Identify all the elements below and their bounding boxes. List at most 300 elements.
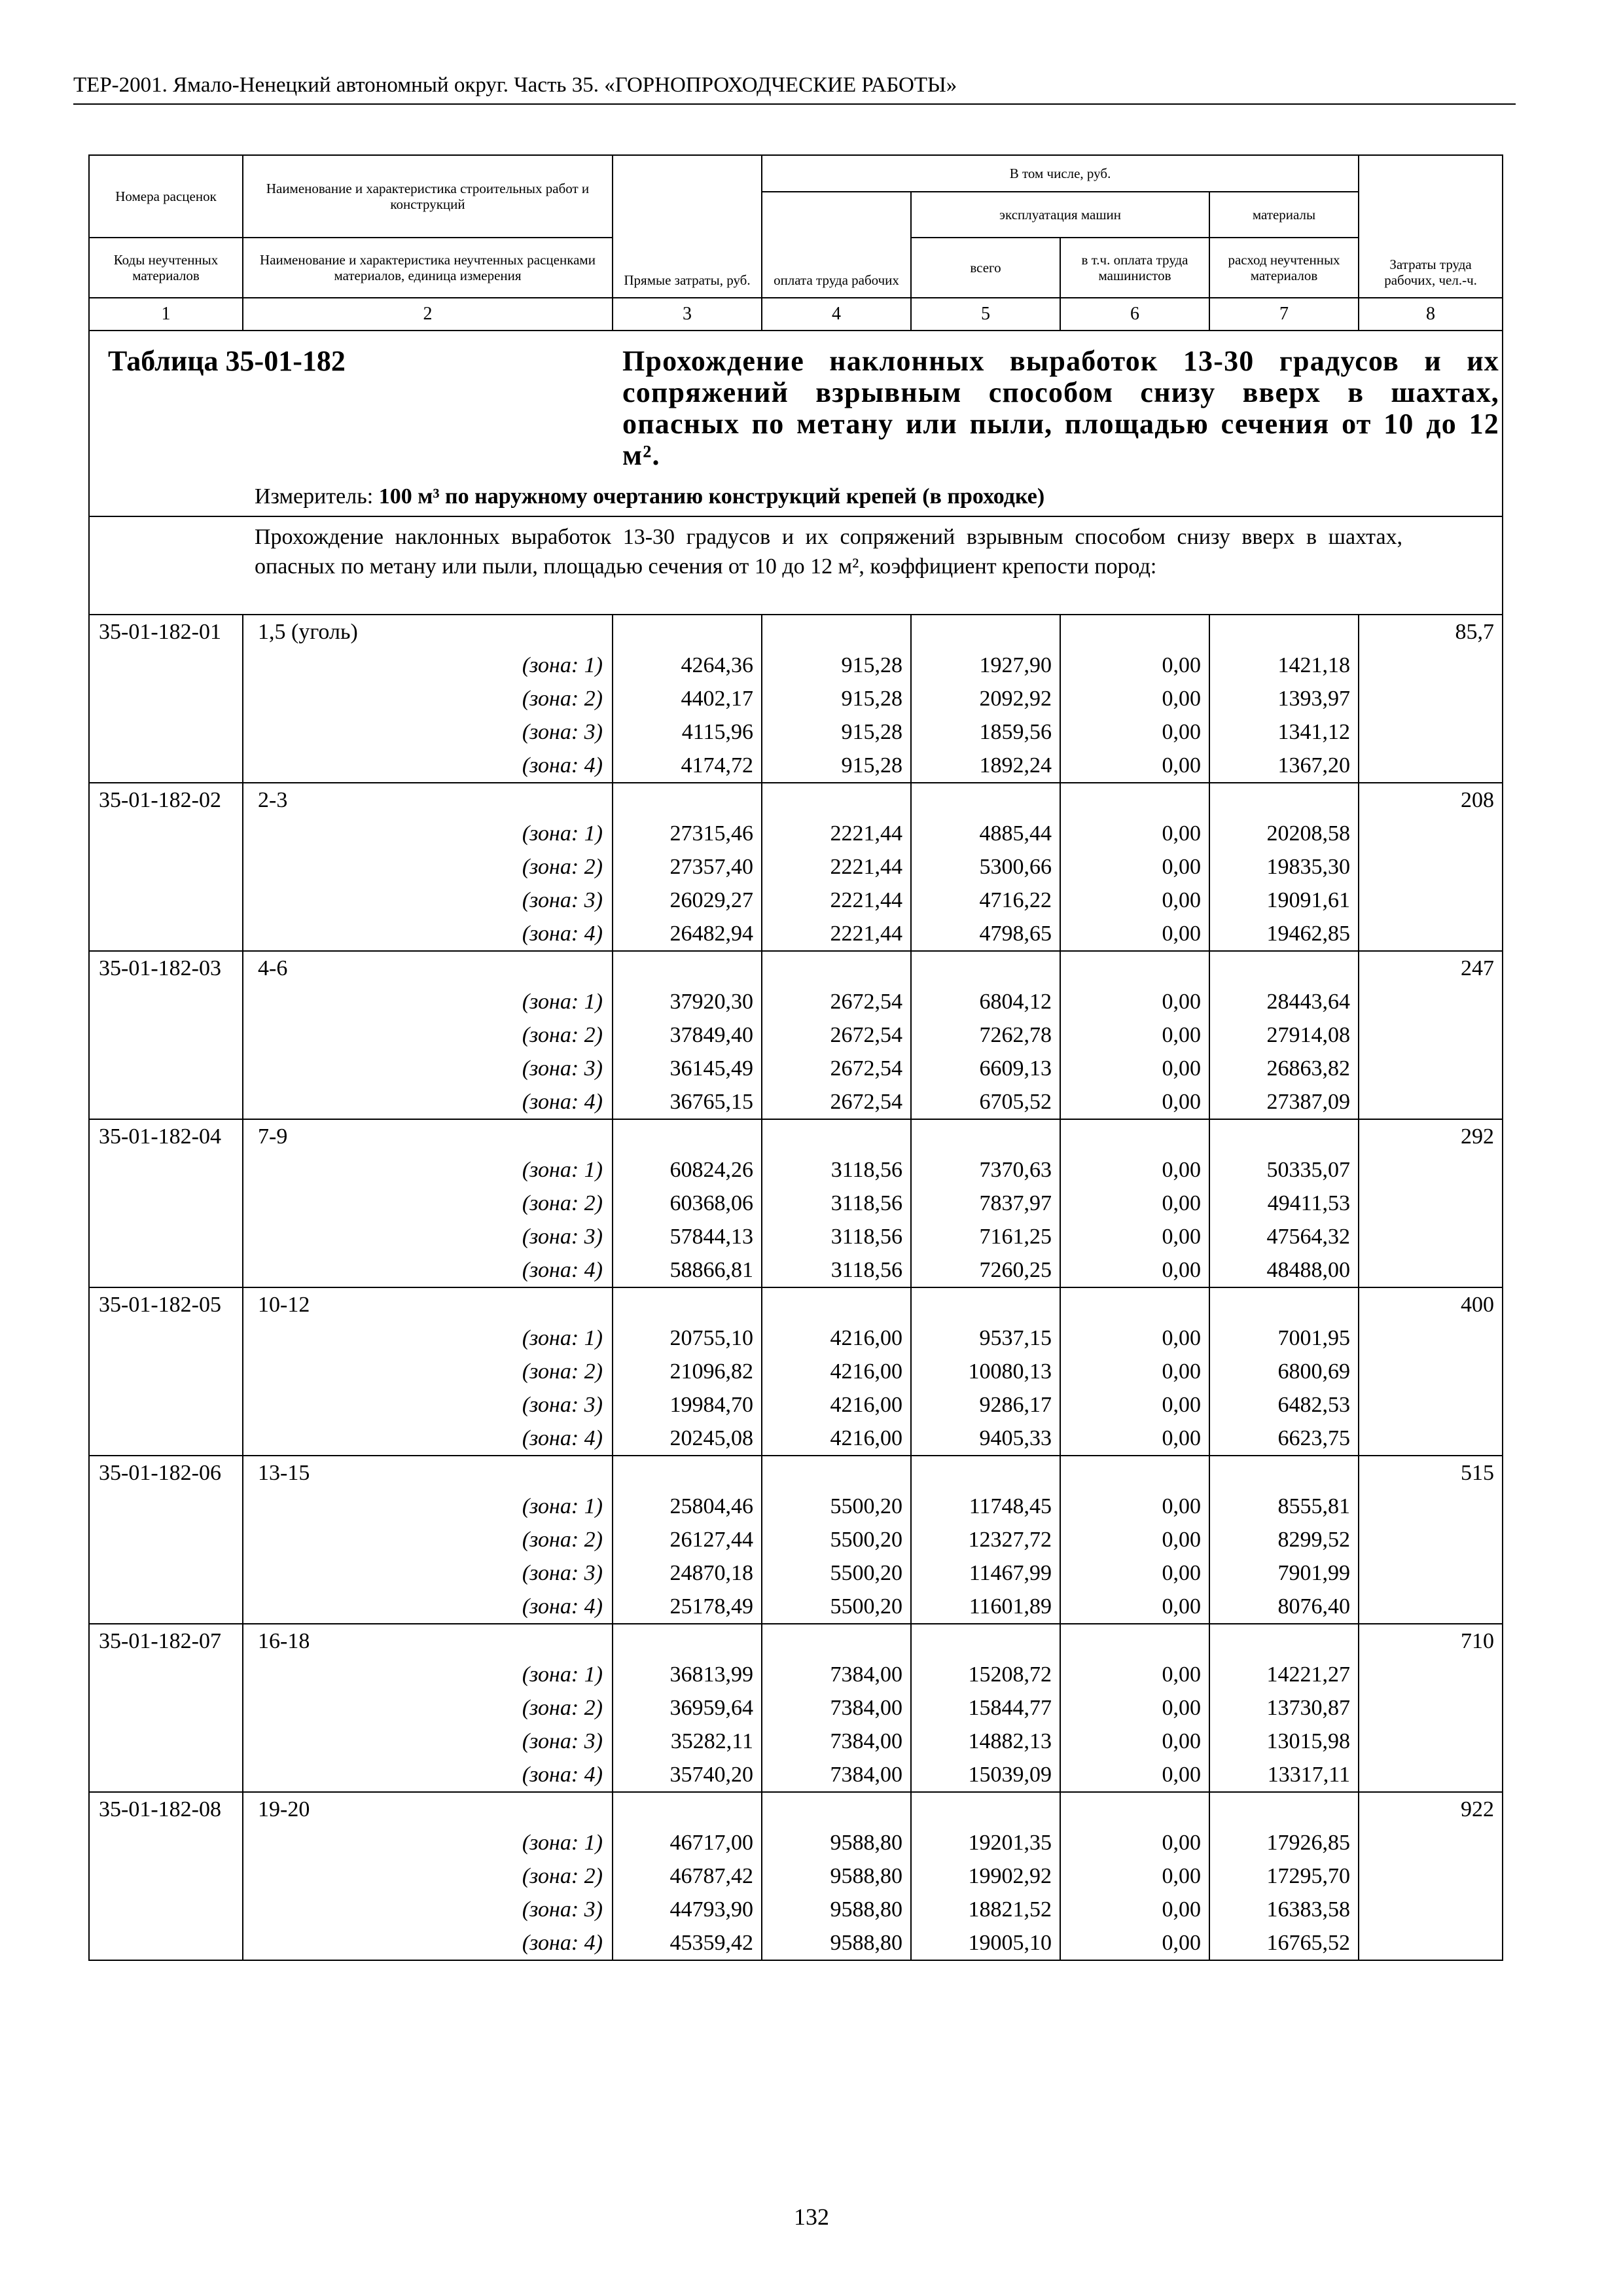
value-driver: 0,00 — [1060, 1859, 1209, 1893]
value-mat: 8076,40 — [1209, 1590, 1359, 1624]
zone-label: (зона: 3) — [243, 1893, 613, 1926]
rate-name: 19-20 — [243, 1792, 613, 1826]
empty-cell — [89, 682, 243, 715]
zone-row — [89, 985, 1503, 1018]
zone-label: (зона: 4) — [243, 1253, 613, 1287]
rate-code: 35-01-182-02 — [89, 783, 243, 817]
value-mat: 1421,18 — [1209, 649, 1359, 682]
value-driver: 0,00 — [1060, 1691, 1209, 1725]
value-mat: 7001,95 — [1209, 1321, 1359, 1355]
zone-label: (зона: 2) — [243, 1523, 613, 1556]
col-material-codes: Коды неучтенных материалов — [89, 238, 243, 298]
zone-row — [89, 817, 1503, 850]
value-direct: 37849,40 — [613, 1018, 762, 1052]
value-direct: 36765,15 — [613, 1085, 762, 1119]
empty-cell — [1359, 1187, 1503, 1220]
value-driver: 0,00 — [1060, 1388, 1209, 1422]
value-pay: 4216,00 — [762, 1388, 911, 1422]
value-mach: 9537,15 — [911, 1321, 1060, 1355]
empty-cell — [89, 1556, 243, 1590]
value-mach: 2092,92 — [911, 682, 1060, 715]
empty-cell — [1359, 749, 1503, 783]
value-mat: 19835,30 — [1209, 850, 1359, 884]
section-heading: Прохождение наклонных выработок 13-30 градусов и их сопряжений взрывным способом снизу вверх в шахтах, опасных по метану или пыли, площадью сечения от 10 до 12 м², коэффициент крепости пород: — [89, 516, 1503, 615]
empty-cell — [89, 1523, 243, 1556]
value-mach: 11467,99 — [911, 1556, 1060, 1590]
empty-cell — [762, 783, 911, 817]
value-mat: 48488,00 — [1209, 1253, 1359, 1287]
zone-row — [89, 1355, 1503, 1388]
empty-cell — [1209, 1624, 1359, 1658]
empty-cell — [1209, 615, 1359, 649]
empty-cell — [89, 1321, 243, 1355]
value-mat: 8299,52 — [1209, 1523, 1359, 1556]
value-mat: 19091,61 — [1209, 884, 1359, 917]
empty-cell — [911, 1624, 1060, 1658]
value-direct: 36959,64 — [613, 1691, 762, 1725]
value-pay: 2672,54 — [762, 1018, 911, 1052]
col-direct-spacer — [613, 155, 762, 238]
value-pay: 2221,44 — [762, 884, 911, 917]
col-labor-pay: оплата труда рабочих — [762, 238, 911, 298]
empty-cell — [1359, 1052, 1503, 1085]
empty-cell — [1359, 715, 1503, 749]
value-direct: 24870,18 — [613, 1556, 762, 1590]
zone-label: (зона: 3) — [243, 715, 613, 749]
empty-cell — [1359, 1253, 1503, 1287]
value-direct: 25804,46 — [613, 1490, 762, 1523]
zone-row — [89, 1018, 1503, 1052]
value-mach: 7262,78 — [911, 1018, 1060, 1052]
value-mat: 1341,12 — [1209, 715, 1359, 749]
zone-row — [89, 1187, 1503, 1220]
labor-costs: 400 — [1359, 1287, 1503, 1321]
value-driver: 0,00 — [1060, 1590, 1209, 1624]
empty-cell — [1359, 1018, 1503, 1052]
zone-row — [89, 1388, 1503, 1422]
empty-cell — [89, 985, 243, 1018]
value-mat: 47564,32 — [1209, 1220, 1359, 1253]
empty-cell — [1359, 1523, 1503, 1556]
empty-cell — [1359, 1590, 1503, 1624]
empty-cell — [613, 1287, 762, 1321]
value-direct: 36145,49 — [613, 1052, 762, 1085]
empty-cell — [1060, 615, 1209, 649]
value-driver: 0,00 — [1060, 1321, 1209, 1355]
empty-cell — [1359, 1893, 1503, 1926]
col-number: 2 — [243, 298, 613, 331]
value-direct: 58866,81 — [613, 1253, 762, 1287]
zone-row — [89, 1321, 1503, 1355]
empty-cell — [89, 715, 243, 749]
value-direct: 27315,46 — [613, 817, 762, 850]
col-including: В том числе, руб. — [762, 155, 1359, 192]
value-mach: 1892,24 — [911, 749, 1060, 783]
zone-label: (зона: 1) — [243, 1321, 613, 1355]
value-mat: 27387,09 — [1209, 1085, 1359, 1119]
value-direct: 36813,99 — [613, 1658, 762, 1691]
value-driver: 0,00 — [1060, 749, 1209, 783]
empty-cell — [1060, 1456, 1209, 1490]
value-mat: 8555,81 — [1209, 1490, 1359, 1523]
value-direct: 21096,82 — [613, 1355, 762, 1388]
empty-cell — [89, 1253, 243, 1287]
value-driver: 0,00 — [1060, 850, 1209, 884]
rate-name: 10-12 — [243, 1287, 613, 1321]
empty-cell — [911, 1119, 1060, 1153]
value-mat: 17926,85 — [1209, 1826, 1359, 1859]
empty-cell — [1060, 1287, 1209, 1321]
zone-row — [89, 1859, 1503, 1893]
value-pay: 2672,54 — [762, 1052, 911, 1085]
col-number: 7 — [1209, 298, 1359, 331]
zone-label: (зона: 1) — [243, 985, 613, 1018]
col-number: 1 — [89, 298, 243, 331]
empty-cell — [911, 783, 1060, 817]
empty-cell — [89, 1355, 243, 1388]
zone-label: (зона: 3) — [243, 1052, 613, 1085]
value-pay: 4216,00 — [762, 1355, 911, 1388]
empty-cell — [1359, 817, 1503, 850]
meter-value: 100 м³ по наружному очертанию конструкций крепей (в проходке) — [378, 484, 1045, 509]
col-number: 8 — [1359, 298, 1503, 331]
rate-row — [89, 783, 1503, 817]
rate-code: 35-01-182-04 — [89, 1119, 243, 1153]
zone-row — [89, 749, 1503, 783]
value-mach: 4716,22 — [911, 884, 1060, 917]
value-mat: 28443,64 — [1209, 985, 1359, 1018]
zone-row — [89, 1052, 1503, 1085]
empty-cell — [1359, 1658, 1503, 1691]
value-mach: 9286,17 — [911, 1388, 1060, 1422]
empty-cell — [89, 1052, 243, 1085]
empty-cell — [1209, 1119, 1359, 1153]
value-driver: 0,00 — [1060, 817, 1209, 850]
empty-cell — [1359, 1725, 1503, 1758]
empty-cell — [1359, 1422, 1503, 1456]
value-mach: 6804,12 — [911, 985, 1060, 1018]
value-pay: 2221,44 — [762, 850, 911, 884]
empty-cell — [613, 615, 762, 649]
value-mat: 16383,58 — [1209, 1893, 1359, 1926]
col-machine-ops: эксплуатация машин — [911, 192, 1209, 238]
col-materials: материалы — [1209, 192, 1359, 238]
value-mat: 6623,75 — [1209, 1422, 1359, 1456]
zone-row — [89, 1590, 1503, 1624]
value-mach: 7370,63 — [911, 1153, 1060, 1187]
empty-cell — [89, 1658, 243, 1691]
rate-row — [89, 1287, 1503, 1321]
zone-row — [89, 917, 1503, 951]
value-driver: 0,00 — [1060, 1153, 1209, 1187]
value-mat: 6482,53 — [1209, 1388, 1359, 1422]
empty-cell — [1060, 783, 1209, 817]
empty-cell — [89, 1220, 243, 1253]
empty-cell — [1359, 1388, 1503, 1422]
zone-label: (зона: 3) — [243, 884, 613, 917]
zone-row — [89, 1556, 1503, 1590]
value-driver: 0,00 — [1060, 1658, 1209, 1691]
empty-cell — [1359, 1826, 1503, 1859]
value-driver: 0,00 — [1060, 1556, 1209, 1590]
value-direct: 60824,26 — [613, 1153, 762, 1187]
value-mach: 10080,13 — [911, 1355, 1060, 1388]
value-mach: 4885,44 — [911, 817, 1060, 850]
value-driver: 0,00 — [1060, 1187, 1209, 1220]
value-direct: 45359,42 — [613, 1926, 762, 1960]
empty-cell — [1359, 1926, 1503, 1960]
value-mach: 7260,25 — [911, 1253, 1060, 1287]
empty-cell — [613, 1792, 762, 1826]
zone-label: (зона: 2) — [243, 682, 613, 715]
zone-label: (зона: 3) — [243, 1388, 613, 1422]
value-pay: 915,28 — [762, 749, 911, 783]
empty-cell — [613, 951, 762, 985]
value-direct: 4174,72 — [613, 749, 762, 783]
zone-row — [89, 1153, 1503, 1187]
empty-cell — [89, 749, 243, 783]
value-mach: 18821,52 — [911, 1893, 1060, 1926]
empty-cell — [1359, 917, 1503, 951]
value-mat: 27914,08 — [1209, 1018, 1359, 1052]
value-direct: 20245,08 — [613, 1422, 762, 1456]
value-driver: 0,00 — [1060, 985, 1209, 1018]
value-mach: 9405,33 — [911, 1422, 1060, 1456]
zone-row — [89, 1926, 1503, 1960]
value-pay: 7384,00 — [762, 1658, 911, 1691]
value-direct: 26482,94 — [613, 917, 762, 951]
value-mat: 1367,20 — [1209, 749, 1359, 783]
value-mat: 7901,99 — [1209, 1556, 1359, 1590]
empty-cell — [762, 1456, 911, 1490]
zone-row — [89, 1893, 1503, 1926]
empty-cell — [89, 1388, 243, 1422]
rate-name: 2-3 — [243, 783, 613, 817]
empty-cell — [89, 1187, 243, 1220]
value-pay: 4216,00 — [762, 1321, 911, 1355]
value-mach: 6609,13 — [911, 1052, 1060, 1085]
running-header: ТЕР-2001. Ямало-Ненецкий автономный округ. Часть 35. «ГОРНОПРОХОДЧЕСКИЕ РАБОТЫ» — [73, 73, 957, 97]
value-mach: 12327,72 — [911, 1523, 1060, 1556]
value-pay: 915,28 — [762, 682, 911, 715]
col-machine-total: всего — [911, 238, 1060, 298]
zone-label: (зона: 4) — [243, 1590, 613, 1624]
zone-row — [89, 1220, 1503, 1253]
empty-cell — [89, 1893, 243, 1926]
rate-code: 35-01-182-03 — [89, 951, 243, 985]
zone-label: (зона: 3) — [243, 1556, 613, 1590]
col-unaccounted-materials: расход неучтенных материалов — [1209, 238, 1359, 298]
empty-cell — [89, 917, 243, 951]
zone-row — [89, 1523, 1503, 1556]
zone-row — [89, 1422, 1503, 1456]
rate-name: 7-9 — [243, 1119, 613, 1153]
empty-cell — [1359, 1355, 1503, 1388]
value-mat: 13730,87 — [1209, 1691, 1359, 1725]
zone-label: (зона: 4) — [243, 1926, 613, 1960]
empty-cell — [762, 1792, 911, 1826]
value-mat: 13317,11 — [1209, 1758, 1359, 1792]
value-driver: 0,00 — [1060, 1490, 1209, 1523]
value-driver: 0,00 — [1060, 1253, 1209, 1287]
col-direct-costs: Прямые затраты, руб. — [613, 238, 762, 298]
value-pay: 9588,80 — [762, 1893, 911, 1926]
value-direct: 60368,06 — [613, 1187, 762, 1220]
col-labor-spacer — [1359, 155, 1503, 238]
labor-costs: 85,7 — [1359, 615, 1503, 649]
col-rate-numbers: Номера расценок — [89, 155, 243, 238]
empty-cell — [1359, 850, 1503, 884]
col-number: 3 — [613, 298, 762, 331]
rate-code: 35-01-182-06 — [89, 1456, 243, 1490]
col-labor-costs: Затраты труда рабочих, чел.-ч. — [1359, 238, 1503, 298]
empty-cell — [1359, 1859, 1503, 1893]
empty-cell — [762, 615, 911, 649]
value-driver: 0,00 — [1060, 1052, 1209, 1085]
zone-row — [89, 1725, 1503, 1758]
empty-cell — [911, 951, 1060, 985]
value-mat: 17295,70 — [1209, 1859, 1359, 1893]
empty-cell — [89, 1153, 243, 1187]
empty-cell — [1359, 1758, 1503, 1792]
empty-cell — [89, 1590, 243, 1624]
value-direct: 57844,13 — [613, 1220, 762, 1253]
zone-row — [89, 1691, 1503, 1725]
empty-cell — [89, 884, 243, 917]
rate-row — [89, 1624, 1503, 1658]
value-driver: 0,00 — [1060, 1085, 1209, 1119]
empty-cell — [613, 1456, 762, 1490]
value-driver: 0,00 — [1060, 884, 1209, 917]
value-driver: 0,00 — [1060, 1826, 1209, 1859]
value-mat: 19462,85 — [1209, 917, 1359, 951]
value-mat: 13015,98 — [1209, 1725, 1359, 1758]
value-direct: 4264,36 — [613, 649, 762, 682]
empty-cell — [613, 1119, 762, 1153]
zone-row — [89, 1253, 1503, 1287]
labor-costs: 247 — [1359, 951, 1503, 985]
zone-label: (зона: 3) — [243, 1220, 613, 1253]
col-pay-spacer — [762, 192, 911, 238]
value-direct: 20755,10 — [613, 1321, 762, 1355]
empty-cell — [89, 1018, 243, 1052]
table-meter — [255, 484, 1044, 509]
empty-cell — [1209, 783, 1359, 817]
value-mach: 19201,35 — [911, 1826, 1060, 1859]
empty-cell — [89, 817, 243, 850]
empty-cell — [89, 1085, 243, 1119]
zone-row — [89, 682, 1503, 715]
rate-name: 13-15 — [243, 1456, 613, 1490]
value-driver: 0,00 — [1060, 649, 1209, 682]
value-pay: 3118,56 — [762, 1220, 911, 1253]
value-pay: 2221,44 — [762, 817, 911, 850]
value-direct: 35282,11 — [613, 1725, 762, 1758]
zone-label: (зона: 2) — [243, 1018, 613, 1052]
zone-row — [89, 850, 1503, 884]
value-pay: 5500,20 — [762, 1490, 911, 1523]
empty-cell — [1359, 985, 1503, 1018]
empty-cell — [89, 1758, 243, 1792]
zone-row — [89, 884, 1503, 917]
empty-cell — [911, 1456, 1060, 1490]
value-pay: 5500,20 — [762, 1590, 911, 1624]
value-direct: 4115,96 — [613, 715, 762, 749]
zone-label: (зона: 1) — [243, 1153, 613, 1187]
rate-code: 35-01-182-05 — [89, 1287, 243, 1321]
value-mat: 20208,58 — [1209, 817, 1359, 850]
zone-label: (зона: 2) — [243, 1859, 613, 1893]
zone-label: (зона: 4) — [243, 1758, 613, 1792]
value-mach: 11601,89 — [911, 1590, 1060, 1624]
empty-cell — [1060, 1119, 1209, 1153]
empty-cell — [1359, 1691, 1503, 1725]
empty-cell — [1359, 1490, 1503, 1523]
value-driver: 0,00 — [1060, 917, 1209, 951]
value-pay: 7384,00 — [762, 1758, 911, 1792]
value-driver: 0,00 — [1060, 1725, 1209, 1758]
zone-label: (зона: 4) — [243, 1422, 613, 1456]
empty-cell — [1359, 649, 1503, 682]
labor-costs: 208 — [1359, 783, 1503, 817]
value-pay: 915,28 — [762, 715, 911, 749]
zone-row — [89, 1490, 1503, 1523]
value-direct: 37920,30 — [613, 985, 762, 1018]
table-title: Таблица 35-01-182 — [108, 345, 346, 377]
empty-cell — [89, 1926, 243, 1960]
labor-costs: 292 — [1359, 1119, 1503, 1153]
rate-code: 35-01-182-08 — [89, 1792, 243, 1826]
zone-label: (зона: 4) — [243, 1085, 613, 1119]
empty-cell — [1359, 1556, 1503, 1590]
page-number: 132 — [794, 2204, 829, 2230]
empty-cell — [762, 1119, 911, 1153]
zone-label: (зона: 3) — [243, 1725, 613, 1758]
value-mach: 4798,65 — [911, 917, 1060, 951]
col-driver-pay: в т.ч. оплата труда машинистов — [1060, 238, 1209, 298]
value-direct: 4402,17 — [613, 682, 762, 715]
empty-cell — [762, 951, 911, 985]
value-pay: 9588,80 — [762, 1859, 911, 1893]
zone-row — [89, 715, 1503, 749]
value-driver: 0,00 — [1060, 1018, 1209, 1052]
zone-label: (зона: 1) — [243, 817, 613, 850]
value-driver: 0,00 — [1060, 682, 1209, 715]
empty-cell — [89, 1859, 243, 1893]
empty-cell — [89, 1691, 243, 1725]
empty-cell — [911, 615, 1060, 649]
empty-cell — [762, 1624, 911, 1658]
zone-label: (зона: 1) — [243, 649, 613, 682]
rate-code: 35-01-182-07 — [89, 1624, 243, 1658]
value-driver: 0,00 — [1060, 1893, 1209, 1926]
value-mat: 6800,69 — [1209, 1355, 1359, 1388]
value-direct: 35740,20 — [613, 1758, 762, 1792]
value-pay: 9588,80 — [762, 1926, 911, 1960]
empty-cell — [1209, 1792, 1359, 1826]
value-mach: 11748,45 — [911, 1490, 1060, 1523]
empty-cell — [1060, 1624, 1209, 1658]
value-pay: 4216,00 — [762, 1422, 911, 1456]
zone-label: (зона: 2) — [243, 1355, 613, 1388]
zone-row — [89, 1758, 1503, 1792]
header-rule — [73, 103, 1516, 105]
empty-cell — [1359, 884, 1503, 917]
rates-table — [88, 154, 1503, 1961]
empty-cell — [613, 783, 762, 817]
value-mach: 14882,13 — [911, 1725, 1060, 1758]
rate-name: 16-18 — [243, 1624, 613, 1658]
